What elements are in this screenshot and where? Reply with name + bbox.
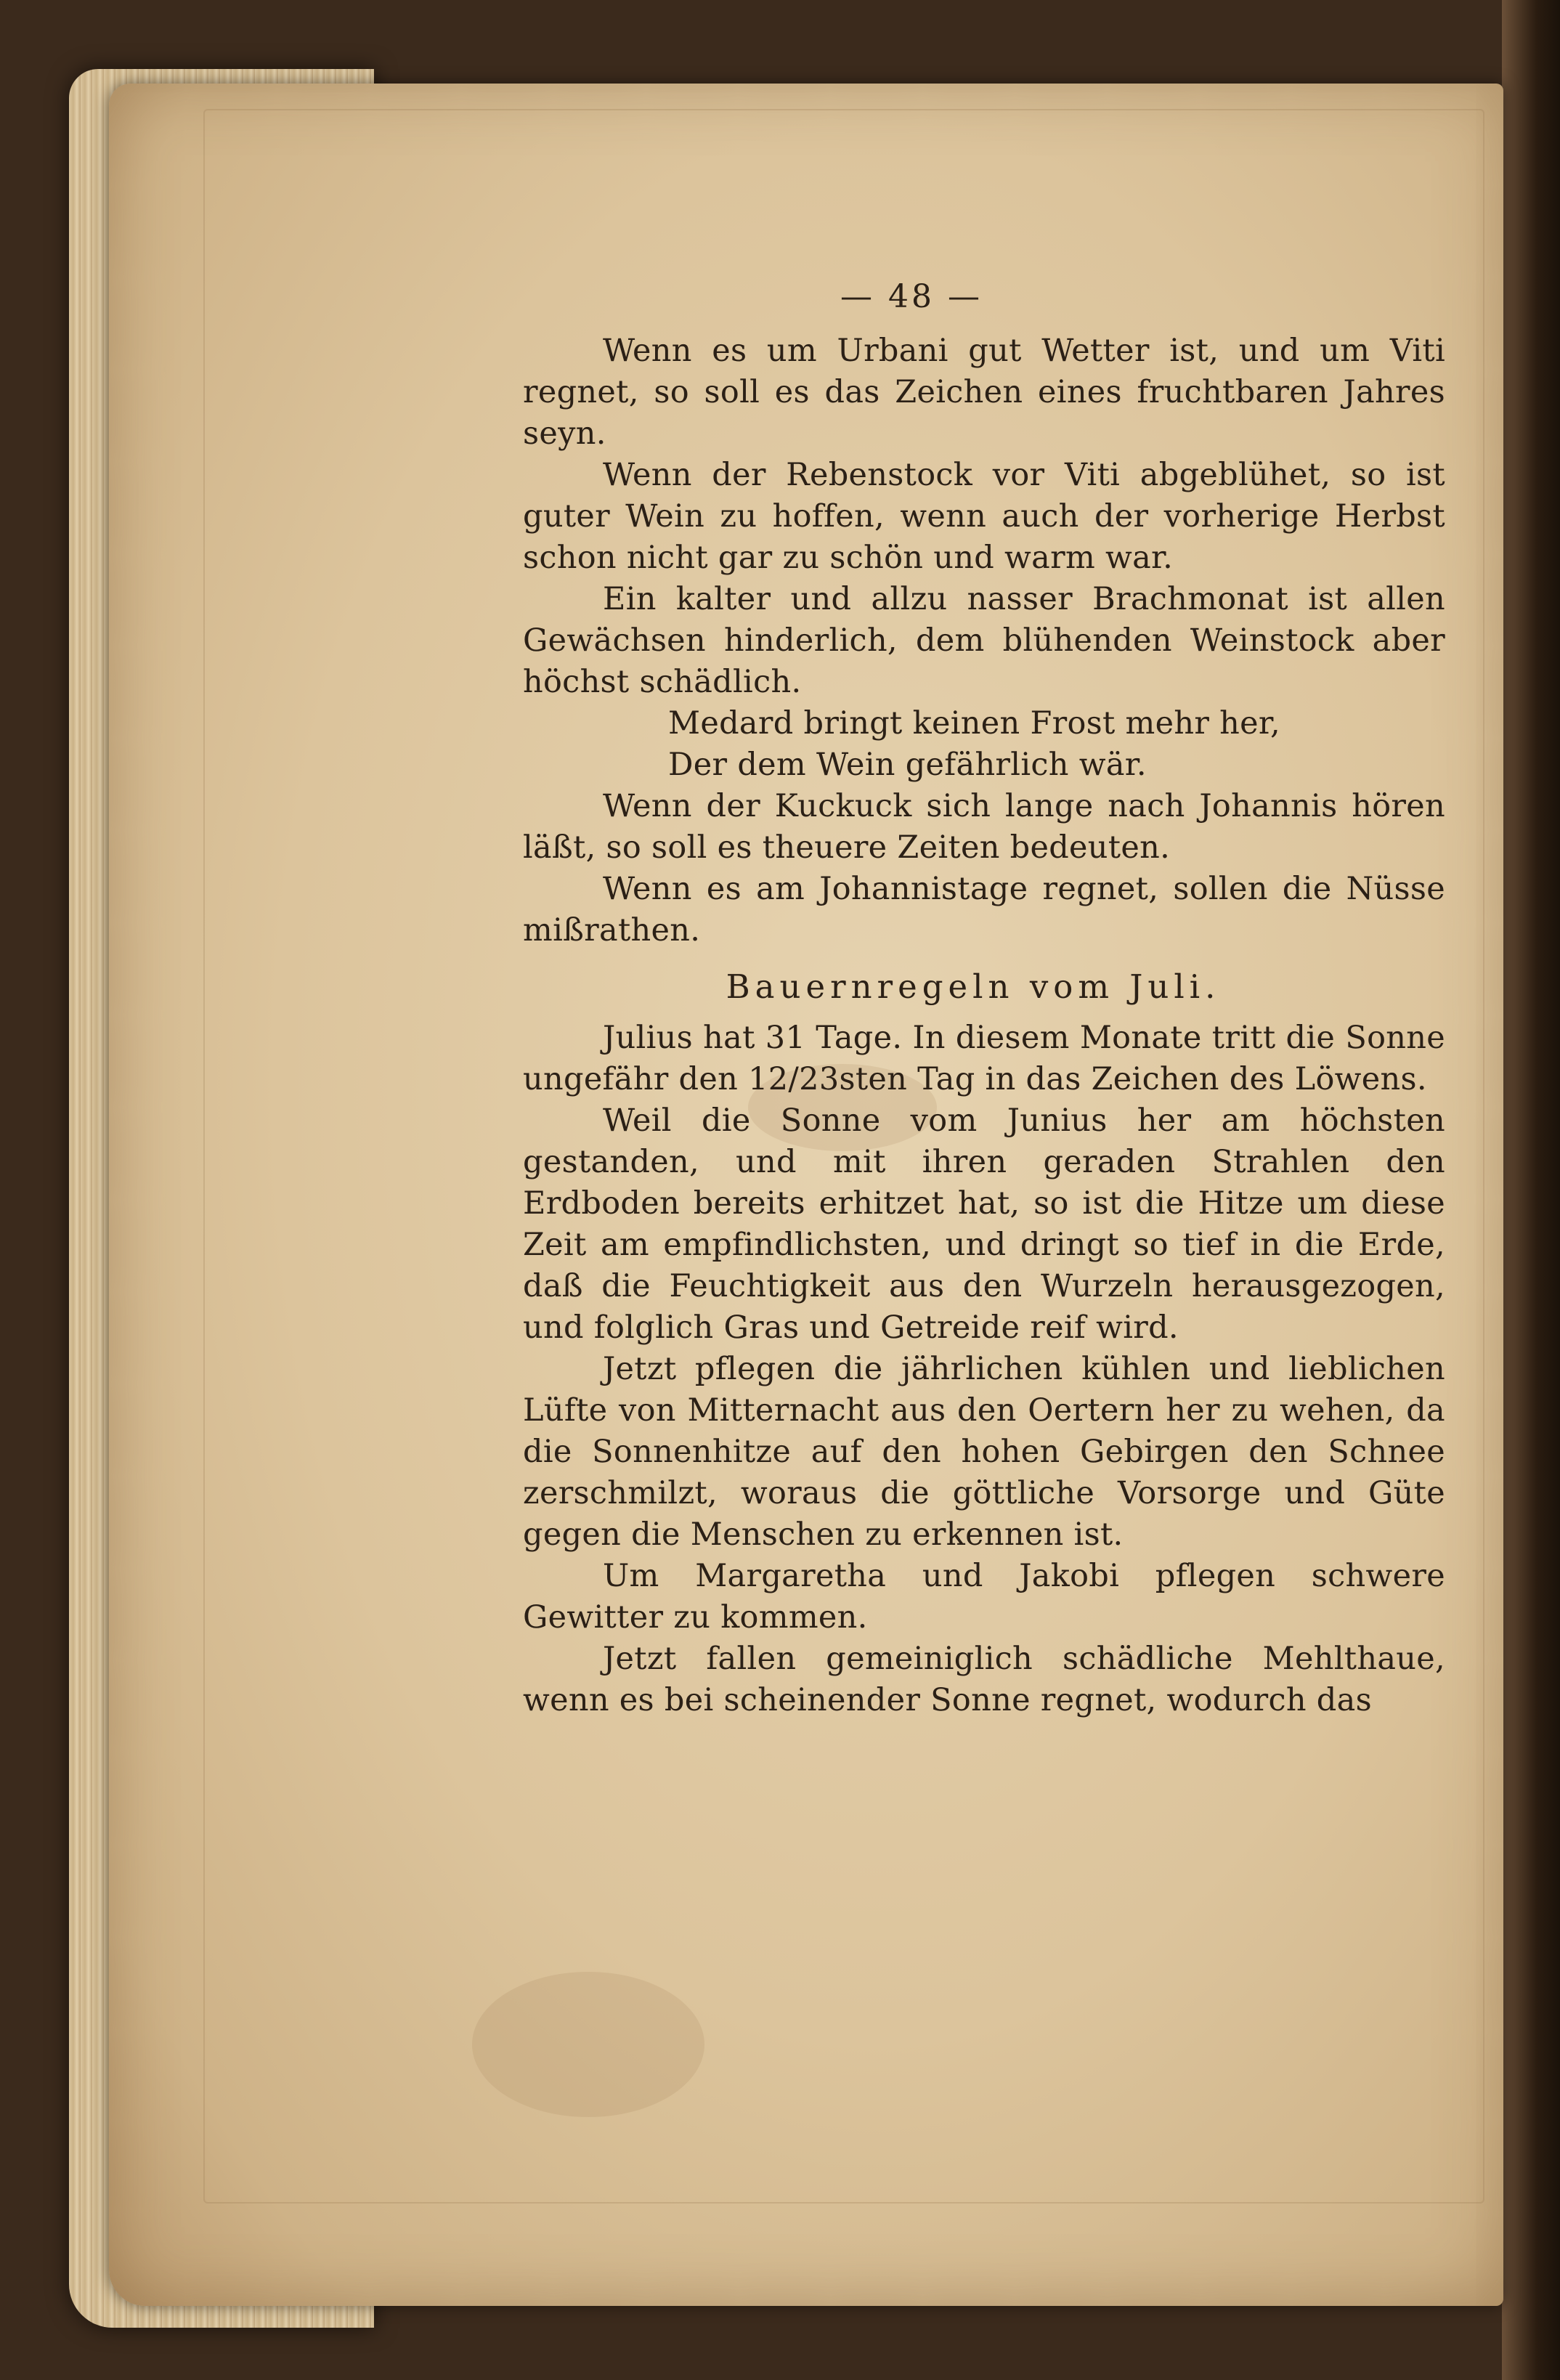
paragraph: Weil die Sonne vom Junius her am höchsten gestanden, und mit ihren geraden Strahlen den Erdboden bereits erhitzet hat, so ist die Hitze um diese Zeit am empfindlichsten, und dringt so tief in die Erde, daß die Feuchtigkeit aus den Wurzeln herausgezogen, und folglich Gras und Getreide reif wird. (523, 1102, 1445, 1346)
paragraph: Wenn es um Urbani gut Wetter ist, und um Viti regnet, so soll es das Zeichen eines fruchtbaren Jahres seyn. (523, 333, 1445, 452)
section-heading: Bauernregeln vom Juli. (726, 967, 1221, 1006)
book-binding (1502, 0, 1560, 2380)
paper-stain (472, 1972, 704, 2117)
paragraph: Jetzt fallen gemeiniglich schädliche Mehlthaue, wenn es bei scheinender Sonne regnet, wodurch das (523, 1641, 1445, 1718)
page-text (523, 276, 1445, 1721)
paragraph: Um Margaretha und Jakobi pflegen schwere Gewitter zu kommen. (523, 1558, 1445, 1636)
paragraph: Wenn der Kuckuck sich lange nach Johannis hören läßt, so soll es theuere Zeiten bedeuten. (523, 788, 1445, 866)
paragraph: Wenn es am Johannistage regnet, sollen die Nüsse mißrathen. (523, 871, 1445, 949)
page-number: — 48 — (840, 278, 983, 315)
verse-line: Medard bringt keinen Frost mehr her, (668, 705, 1281, 742)
paragraph: Jetzt pflegen die jährlichen kühlen und lieblichen Lüfte von Mitternacht aus den Oertern her zu wehen, da die Sonnenhitze auf den hohen Gebirgen den Schnee zerschmilzt, woraus die göttliche Vorsorge und Güte gegen die Menschen zu erkennen ist. (523, 1351, 1445, 1553)
verse-line: Der dem Wein gefährlich wär. (668, 747, 1147, 783)
paragraph: Wenn der Rebenstock vor Viti abgeblühet, so ist guter Wein zu hoffen, wenn auch der vorherige Herbst schon nicht gar zu schön und warm war. (523, 457, 1445, 576)
paragraph: Julius hat 31 Tage. In diesem Monate tritt die Sonne ungefähr den 12/23sten Tag in das Zeichen des Löwens. (523, 1020, 1445, 1097)
paragraph: Ein kalter und allzu nasser Brachmonat ist allen Gewächsen hinderlich, dem blühenden Weinstock aber höchst schädlich. (523, 581, 1445, 700)
